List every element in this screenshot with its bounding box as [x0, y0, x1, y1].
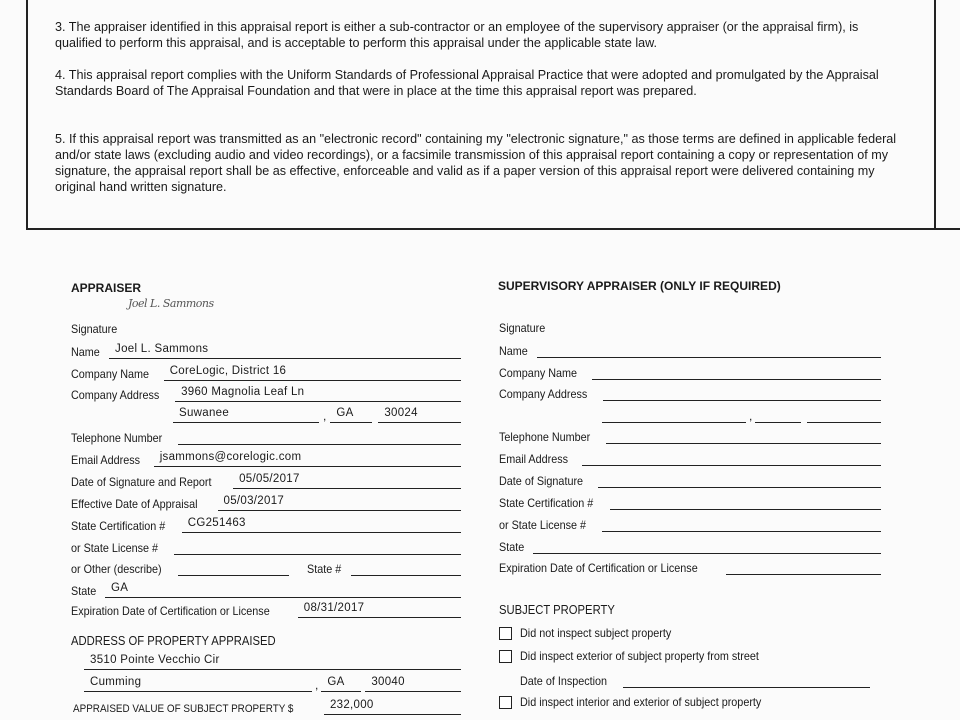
certification-4: 4. This appraisal report complies with the Uniform Standards of Professional Appraisal Practice that were adopted and promulgated by the Appraisal Standards Board of The Appraisal Foundation and that were in place at the time this appraisal report was prepared.	[55, 68, 879, 98]
sup-expiration-label: Expiration Date of Certification or License	[499, 561, 698, 575]
name-label: Name	[71, 345, 100, 359]
date-signature-field[interactable]: 05/05/2017	[233, 473, 461, 489]
sup-name-label: Name	[499, 344, 528, 358]
sup-phone-field[interactable]	[606, 428, 881, 444]
sup-name-field[interactable]	[537, 342, 881, 358]
phone-field[interactable]	[178, 429, 461, 445]
sup-date-label: Date of Signature	[499, 474, 584, 488]
sup-zip-field[interactable]	[807, 407, 881, 423]
sup-phone-label: Telephone Number	[499, 430, 591, 444]
subject-property-heading: SUBJECT PROPERTY	[499, 603, 615, 617]
zip-field[interactable]: 30024	[378, 407, 461, 423]
effective-date-field[interactable]: 05/03/2017	[218, 495, 461, 511]
property-state-field[interactable]: GA	[321, 676, 361, 692]
exterior-inspect-checkbox[interactable]	[499, 650, 512, 663]
phone-label: Telephone Number	[71, 431, 163, 445]
certification-field[interactable]: CG251463	[182, 517, 461, 533]
appraised-value-field[interactable]: 232,000	[324, 699, 461, 715]
sup-cert-field[interactable]	[610, 494, 881, 510]
sup-email-field[interactable]	[582, 450, 881, 466]
sup-license-label: or State License #	[499, 518, 587, 532]
appraisal-certification-page: 3. The appraiser identified in this appraisal report is either a sub-contractor or an employee of the supervisory appraiser (or the appraisal firm), is qualified to perform this appraisal, and is acceptable to perform this appraisal under the applicable state law. 4. This appraisal report complies with the Uniform Standards of Professional Appraisal Practice that were adopted and promulgated by the Appraisal Standards Board of The Appraisal Foundation and that were in place at the time this appraisal report was prepared. 5. If this appraisal report was transmitted as an "electronic record" containing my "electronic signature," as those terms are defined in applicable federal and/or state laws (excluding audio and video recordings), or a facsimile transmission of this appraisal report containing a copy or representation of my signature, the appraisal report shall be as effective, enforceable and valid as if a paper version of this appraisal report were delivered containing my original hand written signature. APPRAISER Joel L. Sammons Signature Name Joel L. Sammons Company Name CoreLogic, District 16 Company Address 3960 Magnolia Leaf Ln Suwanee , GA 30024 Telephone Number Email Address jsammons@corelogic.com Date of Signature and Report 05/05/2017 Effective Date of Appraisal 05/03/2017 State Certification # CG251463 or State License # or Other (describe) State # State GA Expiration Date of Certification or License 08/31/2017 ADDRESS OF PROPERTY APPRAISED 3510 Pointe Vecchio Cir Cumming , GA 30040 APPRAISED VALUE OF SUBJECT PROPERTY $ 232,000 SUPERVISORY APPRAISER (ONLY IF REQUIRED) Signature Name Company Name Company Address , Telephone Number Email Address Date of Signature State Certification # or State License # State Expiration Date of Certification or License SUBJECT PROPERTY Did not inspect subject property Did inspect exterior of subject property from street Date of Inspection Did inspect interior and exterior of subject property	[0, 0, 960, 720]
email-field[interactable]: jsammons@corelogic.com	[154, 451, 461, 467]
state-field[interactable]: GA	[330, 407, 372, 423]
did-not-inspect-label: Did not inspect subject property	[520, 626, 672, 640]
sup-cert-label: State Certification #	[499, 496, 594, 510]
exterior-inspect-label: Did inspect exterior of subject property from street	[520, 649, 759, 663]
sup-state-field[interactable]	[755, 407, 801, 423]
name-field[interactable]: Joel L. Sammons	[109, 343, 461, 359]
effective-date-label: Effective Date of Appraisal	[71, 497, 198, 511]
expiration-label: Expiration Date of Certification or License	[71, 604, 270, 618]
section-divider	[26, 228, 960, 230]
signature-label: Signature	[71, 322, 118, 336]
date-inspection-label: Date of Inspection	[520, 674, 608, 688]
border-left	[26, 0, 28, 230]
interior-exterior-inspect-checkbox[interactable]	[499, 696, 512, 709]
company-field[interactable]: CoreLogic, District 16	[164, 365, 461, 381]
appraiser-heading: APPRAISER	[71, 281, 142, 295]
interior-exterior-inspect-label: Did inspect interior and exterior of subject property	[520, 695, 762, 709]
appraiser-signature-image: Joel L. Sammons	[128, 297, 214, 310]
other-label: or Other (describe)	[71, 562, 162, 576]
email-label: Email Address	[71, 453, 141, 467]
license-label: or State License #	[71, 541, 159, 555]
sup-company-label: Company Name	[499, 366, 578, 380]
sup-date-field[interactable]	[598, 472, 881, 488]
property-address-heading: ADDRESS OF PROPERTY APPRAISED	[71, 634, 276, 648]
certification-5: 5. If this appraisal report was transmitted as an "electronic record" containing my "electronic signature," as those terms are defined in applicable federal and/or state laws (excluding audio and video recordings), or a facsimile transmission of this appraisal report containing a copy or representation of my signature, the appraisal report shall be as effective, enforceable and valid as if a paper version of this appraisal report were delivered containing my original hand written signature.	[55, 132, 897, 194]
state-label: State	[71, 584, 97, 598]
property-street-field[interactable]: 3510 Pointe Vecchio Cir	[84, 654, 461, 670]
address-label: Company Address	[71, 388, 160, 402]
sup-state-label: State	[499, 540, 525, 554]
property-city-field[interactable]: Cumming	[84, 676, 312, 692]
property-zip-field[interactable]: 30040	[365, 676, 461, 692]
state-number-label: State #	[306, 562, 341, 576]
sup-signature-label: Signature	[499, 321, 546, 335]
appraised-value-label: APPRAISED VALUE OF SUBJECT PROPERTY $	[73, 703, 294, 715]
state-number-field[interactable]	[351, 560, 461, 576]
license-field[interactable]	[174, 539, 461, 555]
company-label: Company Name	[71, 367, 150, 381]
sup-company-field[interactable]	[592, 364, 881, 380]
city-field[interactable]: Suwanee	[173, 407, 319, 423]
sup-email-label: Email Address	[499, 452, 569, 466]
certification-3: 3. The appraiser identified in this appraisal report is either a sub-contractor or an employee of the supervisory appraiser (or the appraisal firm), is qualified to perform this appraisal, and is acceptable to perform this appraisal under the applicable state law.	[55, 20, 859, 50]
date-signature-label: Date of Signature and Report	[71, 475, 212, 489]
supervisor-heading: SUPERVISORY APPRAISER (ONLY IF REQUIRED)	[498, 279, 781, 293]
address-field[interactable]: 3960 Magnolia Leaf Ln	[175, 386, 461, 402]
border-right	[934, 0, 936, 230]
state-value-field[interactable]: GA	[105, 582, 461, 598]
sup-state-value-field[interactable]	[533, 538, 881, 554]
expiration-field[interactable]: 08/31/2017	[298, 602, 461, 618]
sup-expiration-field[interactable]	[726, 559, 881, 575]
sup-license-field[interactable]	[602, 516, 881, 532]
sup-address-field[interactable]	[603, 385, 881, 401]
certification-label: State Certification #	[71, 519, 166, 533]
sup-address-label: Company Address	[499, 387, 588, 401]
did-not-inspect-checkbox[interactable]	[499, 627, 512, 640]
date-inspection-field[interactable]	[623, 672, 870, 688]
sup-city-field[interactable]	[602, 407, 746, 423]
other-field[interactable]	[178, 560, 289, 576]
